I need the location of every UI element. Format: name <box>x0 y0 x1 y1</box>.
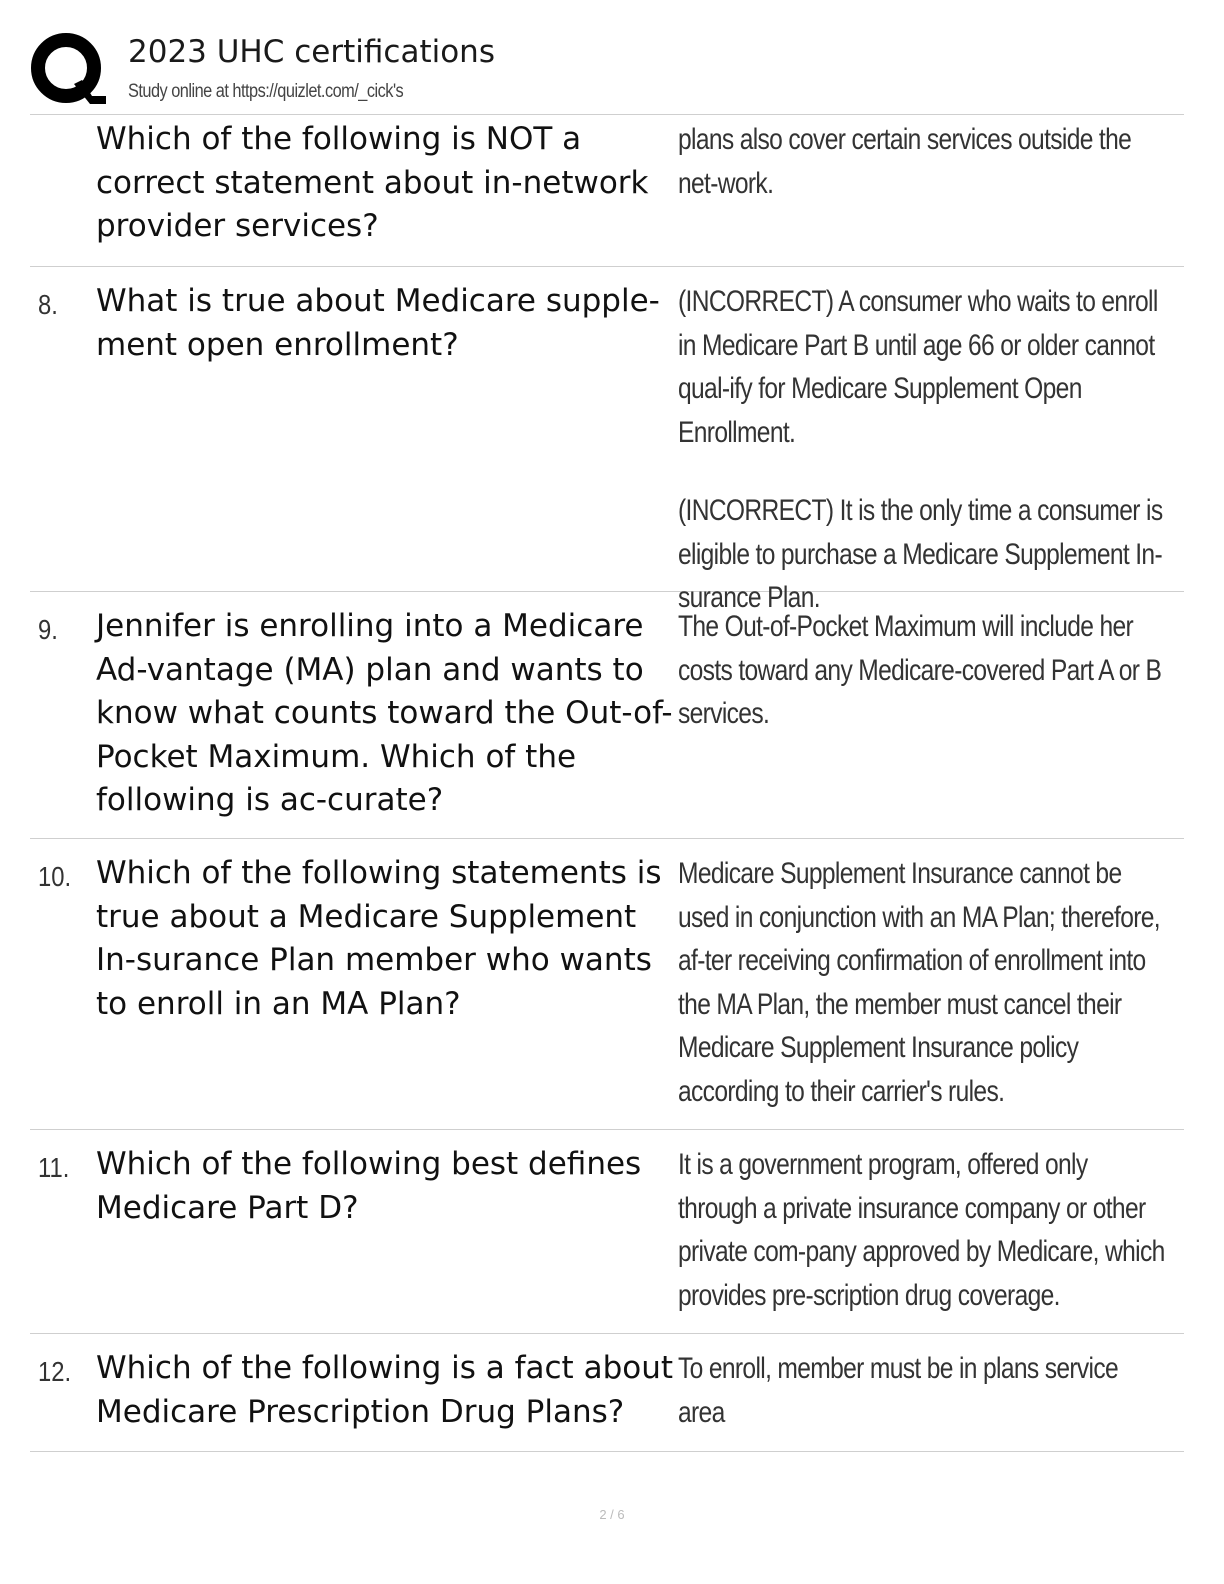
flashcard-list <box>30 114 1184 1452</box>
card-answer <box>678 605 1198 736</box>
study-online-link[interactable]: Study online at https://quizlet.com/_cick's <box>128 81 404 102</box>
card-number: 8. <box>38 289 58 320</box>
quizlet-logo-icon <box>30 32 106 108</box>
card-question: Which of the following is a fact about Medicare Prescription Drug Plans? <box>96 1350 674 1430</box>
flashcard-row <box>30 267 1184 614</box>
flashcard-row <box>30 592 1184 839</box>
card-answer <box>678 1143 1198 1317</box>
flashcard-row <box>30 839 1184 1130</box>
card-answer <box>678 280 1198 620</box>
card-question: Which of the following statements is true about a Medicare Supplement In-surance Plan member who wants to enroll in an MA Plan? <box>96 855 662 1022</box>
answer-text: plans also cover certain services outside the net-work. <box>678 123 1132 200</box>
card-number: 10. <box>38 861 72 892</box>
answer-text: Medicare Supplement Insurance cannot be used in conjunction with an MA Plan; therefore, af-ter receiving confirmation of enrollment into the MA Plan, the member must cancel their Medicare Supplement Insurance policy according to their carrier's rules. <box>678 857 1160 1108</box>
card-answer <box>678 1347 1198 1434</box>
card-question: What is true about Medicare supple-ment open enrollment? <box>96 283 660 363</box>
card-question: Which of the following best defines Medicare Part D? <box>96 1146 642 1226</box>
flashcard-row <box>30 115 1184 267</box>
answer-text: (INCORRECT) A consumer who waits to enroll in Medicare Part B until age 66 or older cannot qual-ify for Medicare Supplement Open Enrollment. <box>678 285 1158 449</box>
card-answer <box>678 118 1198 205</box>
answer-text: The Out-of-Pocket Maximum will include her costs toward any Medicare-covered Part A or B services. <box>678 610 1162 730</box>
card-number: 11. <box>38 1152 70 1183</box>
flashcard-row <box>30 1130 1184 1334</box>
answer-text: (INCORRECT) It is the only time a consumer is eligible to purchase a Medicare Supplement In-surance Plan. <box>678 494 1163 614</box>
card-answer <box>678 852 1198 1113</box>
page-number: 2 / 6 <box>599 1507 625 1522</box>
answer-text: To enroll, member must be in plans service area <box>678 1352 1119 1429</box>
card-number: 12. <box>38 1356 72 1387</box>
card-question: Jennifer is enrolling into a Medicare Ad-vantage (MA) plan and wants to know what counts toward the Out-of-Pocket Maximum. Which of the following is ac-curate? <box>96 608 673 818</box>
page-title: 2023 UHC certifications <box>128 34 495 70</box>
card-number: 9. <box>38 614 58 645</box>
page-header <box>30 30 1190 110</box>
answer-text: It is a government program, offered only through a private insurance company or other private com-pany approved by Medicare, which provides pre-scription drug coverage. <box>678 1148 1165 1312</box>
flashcard-row <box>30 1334 1184 1452</box>
card-question: Which of the following is NOT a correct statement about in-network provider services? <box>96 121 649 244</box>
